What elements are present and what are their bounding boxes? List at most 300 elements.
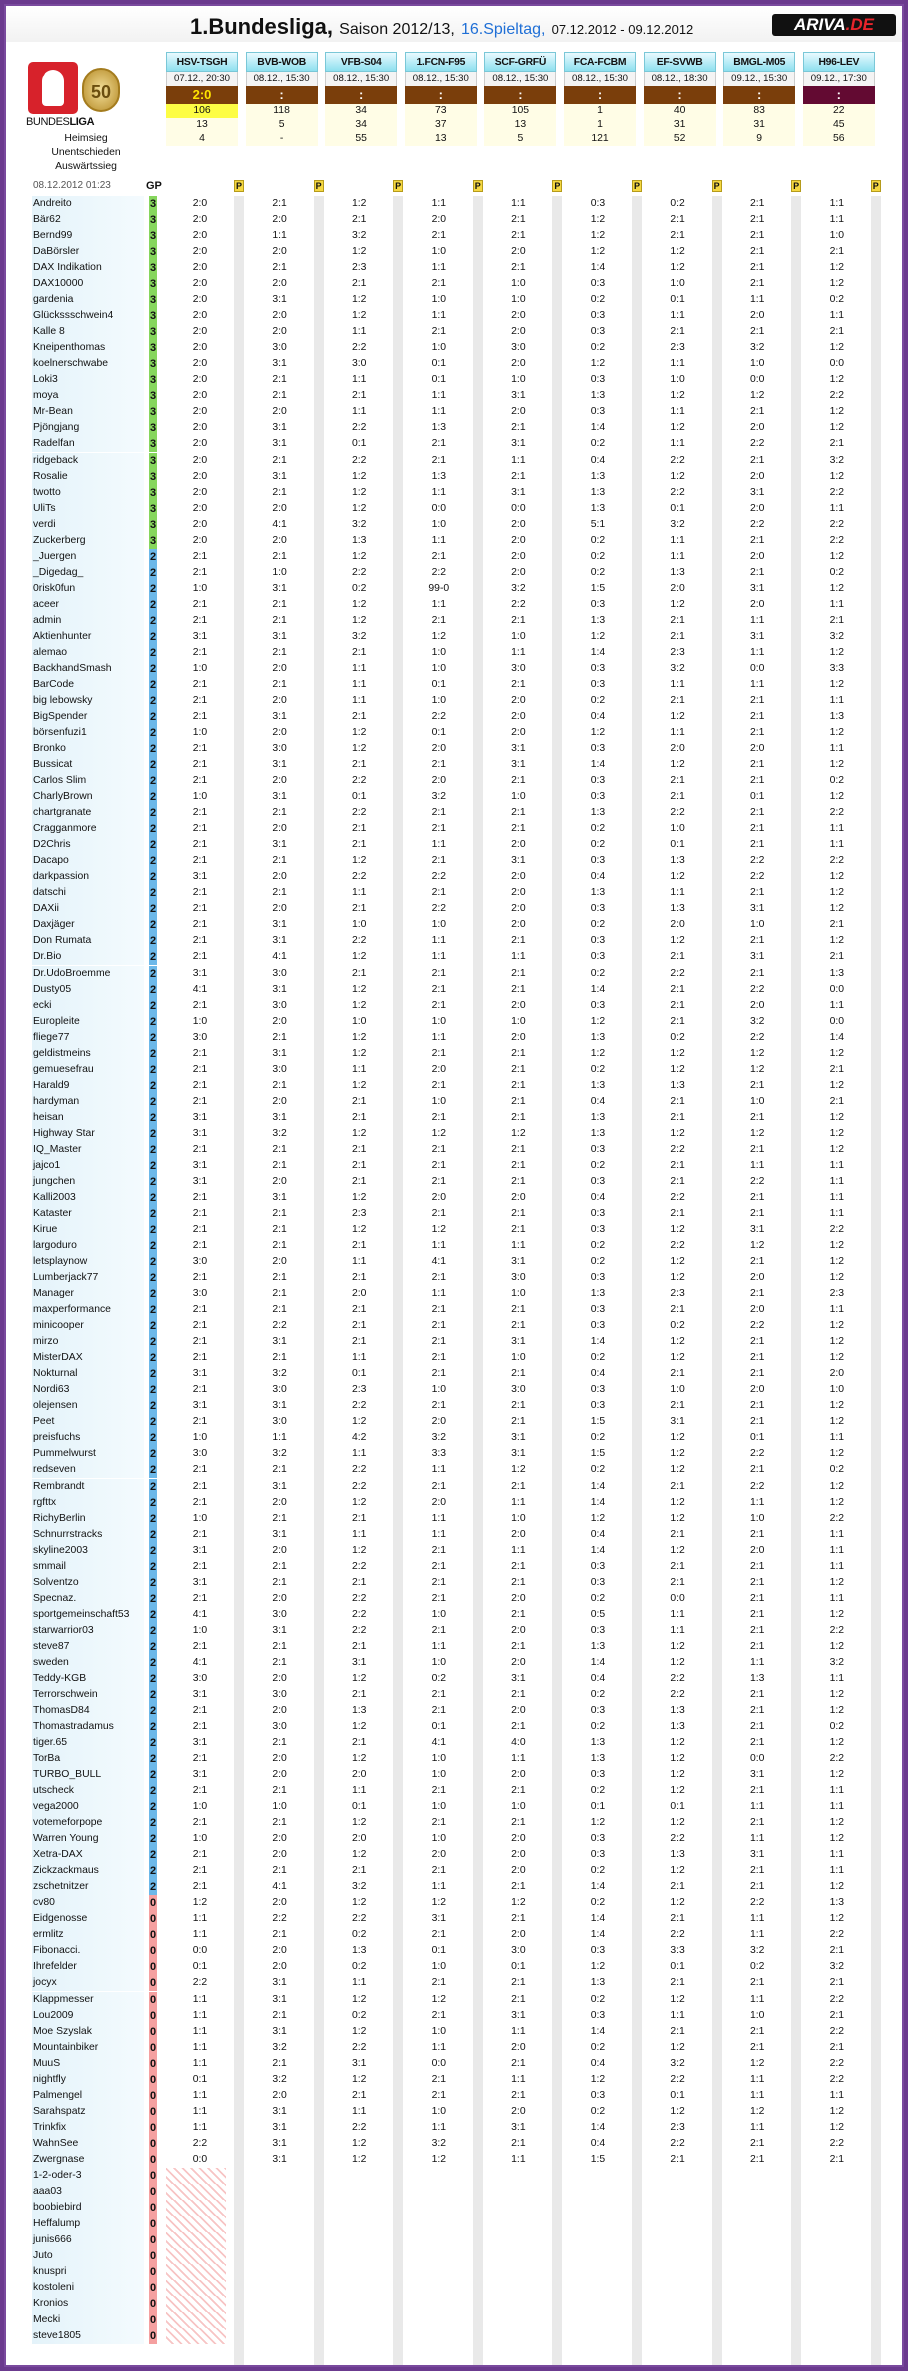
tipper-name[interactable]: Bronko [32, 741, 144, 757]
tipper-name[interactable]: knuspri [32, 2264, 144, 2280]
tip-cell: 1:1 [192, 1913, 208, 1925]
tip-cell: 2:1 [272, 1785, 287, 1797]
match-team-label[interactable]: BVB-WOB [246, 52, 318, 72]
tipper-gp: 0 [149, 2009, 157, 2022]
tipper-name[interactable]: Lou2009 [32, 2008, 144, 2024]
tipper-name[interactable]: kostoleni [32, 2280, 144, 2296]
tip-cell: 1:1 [351, 1528, 367, 1540]
tipper-name[interactable]: TURBO_BULL [32, 1767, 144, 1783]
tip-cell: 0:1 [749, 791, 765, 803]
tipper-name[interactable]: ecki [32, 998, 144, 1014]
tipper-name[interactable]: Klappmesser [32, 1992, 144, 2008]
tipper-name[interactable]: Zuckerberg [32, 533, 144, 549]
tipper-name[interactable]: olejensen [32, 1398, 144, 1414]
tipper-name[interactable]: Zwergnase [32, 2152, 144, 2168]
tipper-name[interactable]: skyline2003 [32, 1543, 144, 1559]
tipper-name[interactable]: gardenia [32, 292, 144, 308]
tipper-row [32, 276, 902, 292]
tip-cell: 1:1 [351, 678, 367, 690]
tip-cell: 1:0 [431, 646, 447, 658]
tipper-name[interactable]: Manager [32, 1286, 144, 1302]
tipper-name[interactable]: koelnerschwabe [32, 356, 144, 372]
tip-cell: 2:1 [670, 1560, 685, 1572]
tip-cell: 3:0 [192, 1288, 208, 1300]
tipper-name[interactable]: Lumberjack77 [32, 1270, 144, 1286]
tip-cell: 2:1 [351, 2089, 367, 2101]
tipper-name[interactable]: vega2000 [32, 1799, 144, 1815]
tip-cell: 0:1 [670, 1961, 685, 1973]
tipper-name[interactable]: letsplaynow [32, 1254, 144, 1270]
tipper-name[interactable]: börsenfuzi1 [32, 725, 144, 741]
tipper-name[interactable]: big lebowsky [32, 693, 144, 709]
tip-cell: 3:1 [272, 422, 287, 434]
tipper-name[interactable]: Juto [32, 2248, 144, 2264]
tipper-row [32, 837, 902, 853]
tipper-name[interactable]: junis666 [32, 2232, 144, 2248]
tip-cell: 2:2 [749, 871, 765, 883]
tip-cell: 1:2 [670, 1352, 685, 1364]
tipper-name[interactable]: Aktienhunter [32, 629, 144, 645]
tip-cell: 2:1 [511, 1400, 526, 1412]
match-team-label[interactable]: 1.FCN-F95 [405, 52, 477, 72]
tip-cell: 2:1 [670, 1977, 685, 1989]
tipper-name[interactable]: Trinkfix [32, 2120, 144, 2136]
tip-cell: 1:1 [192, 2089, 208, 2101]
tipper-list [32, 196, 902, 2344]
match-team-label[interactable]: VFB-S04 [325, 52, 397, 72]
tipper-name[interactable]: BigSpender [32, 709, 144, 725]
tipper-name[interactable]: Harald9 [32, 1078, 144, 1094]
match-team-label[interactable]: FCA-FCBM [564, 52, 636, 72]
tipper-name[interactable]: chartgranate [32, 805, 144, 821]
tip-cell: 1:2 [351, 727, 367, 739]
tipper-name[interactable]: Rembrandt [32, 1479, 144, 1495]
tipper-name[interactable]: starwarrior03 [32, 1623, 144, 1639]
tipper-name[interactable]: MuuS [32, 2056, 144, 2072]
tipper-name[interactable]: moya [32, 388, 144, 404]
tipper-name[interactable]: Mr-Bean [32, 404, 144, 420]
tip-cell: 2:0 [192, 470, 208, 482]
tipper-name[interactable]: TorBa [32, 1751, 144, 1767]
tip-cell: 1:2 [670, 1512, 685, 1524]
tipper-name[interactable]: sweden [32, 1655, 144, 1671]
tipper-name[interactable]: alemao [32, 645, 144, 661]
tip-cell: 2:1 [511, 1688, 526, 1700]
tipper-name[interactable]: Sarahspatz [32, 2104, 144, 2120]
tipper-gp: 2 [149, 598, 157, 611]
tip-cell: 1:0 [431, 1015, 447, 1027]
tipper-name[interactable]: Dr.Bio [32, 949, 144, 965]
tip-cell: 0:0 [749, 662, 765, 674]
tipper-name[interactable]: twotto [32, 485, 144, 501]
tipper-row [32, 2024, 902, 2040]
tip-cell: 2:1 [272, 598, 287, 610]
tipper-name[interactable]: minicooper [32, 1318, 144, 1334]
tip-cell: 0:4 [590, 711, 606, 722]
tipper-name[interactable]: tiger.65 [32, 1735, 144, 1751]
tipper-name[interactable]: boobiebird [32, 2200, 144, 2216]
tipper-name[interactable]: 1-2-oder-3 [32, 2168, 144, 2184]
tip-cell: 2:2 [749, 518, 765, 530]
tipper-row [32, 805, 902, 821]
tip-cell: 0:2 [590, 1464, 606, 1476]
tipper-name[interactable]: Dr.UdoBroemme [32, 966, 144, 982]
tipper-name[interactable]: Bussicat [32, 757, 144, 773]
tip-cell: 1:2 [431, 2153, 447, 2165]
tipper-name[interactable]: Daxjäger [32, 917, 144, 933]
tipper-name[interactable]: Dusty05 [32, 982, 144, 998]
tipper-name[interactable]: Highway Star [32, 1126, 144, 1142]
match-date: 08.12., 15:30 [564, 72, 636, 86]
match-date: 08.12., 15:30 [405, 72, 477, 86]
tipper-row [32, 1206, 902, 1222]
tip-cell: 1:1 [829, 1528, 845, 1540]
tip-cell: 2:1 [749, 2041, 765, 2053]
tip-cell: 1:0 [511, 1015, 526, 1027]
tipper-row [32, 1078, 902, 1094]
tipper-row [32, 1687, 902, 1703]
tip-cell: 0:3 [590, 1320, 606, 1332]
tipper-name[interactable]: BarCode [32, 677, 144, 693]
tipper-name[interactable]: Nokturnal [32, 1366, 144, 1382]
tip-cell: 1:2 [670, 390, 685, 402]
tipper-name[interactable]: jungchen [32, 1174, 144, 1190]
tip-cell: 1:2 [829, 1400, 845, 1412]
tipper-name[interactable]: ermlitz [32, 1927, 144, 1943]
tipper-name[interactable]: IQ_Master [32, 1142, 144, 1158]
tipper-name[interactable]: DAX Indikation [32, 260, 144, 276]
tip-cell: 0:0 [829, 1015, 845, 1027]
tipper-gp: 0 [149, 2121, 157, 2134]
tipper-name[interactable]: Pummelwurst [32, 1446, 144, 1462]
tip-cell: 0:1 [192, 1961, 208, 1973]
tipper-name[interactable]: Kirue [32, 1222, 144, 1238]
tipper-name[interactable]: hardyman [32, 1094, 144, 1110]
tipper-name[interactable]: Carlos Slim [32, 773, 144, 789]
tip-cell: 2:1 [511, 823, 526, 835]
tipper-name[interactable]: Eidgenosse [32, 1911, 144, 1927]
tipper-name[interactable]: Zickzackmaus [32, 1863, 144, 1879]
tipper-row [32, 1414, 902, 1430]
tipper-name[interactable]: Bernd99 [32, 228, 144, 244]
tipper-name[interactable]: DAX10000 [32, 276, 144, 292]
tip-cell: 1:1 [431, 1031, 447, 1043]
tipper-name[interactable]: darkpassion [32, 869, 144, 885]
tip-cell: 1:2 [670, 1897, 685, 1909]
tip-cell: 1:1 [829, 1432, 845, 1444]
tip-cell: 1:2 [351, 951, 367, 963]
tipper-name[interactable]: Xetra-DAX [32, 1847, 144, 1863]
tip-cell: 1:3 [590, 486, 606, 498]
tipper-name[interactable]: Peet [32, 1414, 144, 1430]
tipper-name[interactable]: BackhandSmash [32, 661, 144, 677]
ariva-logo[interactable]: ARIVA.DE [772, 14, 896, 36]
tipper-name[interactable]: Kataster [32, 1206, 144, 1222]
tip-cell: 2:1 [272, 1240, 287, 1252]
tipper-name[interactable]: Solventzo [32, 1575, 144, 1591]
tip-cell: 4:1 [192, 983, 208, 995]
tipper-name[interactable]: votemeforpope [32, 1815, 144, 1831]
tipper-row [32, 292, 902, 308]
tip-cell: 1:2 [351, 614, 367, 626]
tipper-name[interactable]: D2Chris [32, 837, 144, 853]
tipper-name[interactable]: Specnaz. [32, 1591, 144, 1607]
tip-cell: 1:2 [829, 1079, 845, 1091]
tip-cell: 1:0 [749, 1512, 765, 1524]
tip-cell: 0:1 [431, 358, 447, 370]
tip-cell: 2:1 [749, 1608, 765, 1620]
tipper-name[interactable]: Nordi63 [32, 1382, 144, 1398]
tip-cell: 1:1 [749, 2073, 765, 2085]
tip-cell: 2:1 [749, 1207, 765, 1219]
tipper-name[interactable]: Don Rumata [32, 933, 144, 949]
tipper-name[interactable]: Cragganmore [32, 821, 144, 837]
tip-cell: 2:0 [511, 310, 526, 322]
tipper-name[interactable]: admin [32, 613, 144, 629]
tipper-name[interactable]: Kalli2003 [32, 1190, 144, 1206]
tip-cell: 0:3 [590, 1175, 606, 1187]
tip-cell: 2:1 [192, 1207, 208, 1219]
tipper-name[interactable]: Andreito [32, 196, 144, 212]
tip-cell: 1:1 [511, 2153, 526, 2165]
tip-cell: 0:1 [511, 1961, 526, 1973]
tip-cell: 1:0 [431, 1801, 447, 1813]
tip-cell: 2:1 [749, 807, 765, 819]
tip-cell: 0:1 [431, 1720, 447, 1732]
tipper-name[interactable]: Thomastradamus [32, 1719, 144, 1735]
tipper-name[interactable]: Teddy-KGB [32, 1671, 144, 1687]
tipper-name[interactable]: CharlyBrown [32, 789, 144, 805]
tip-cell: 2:1 [192, 550, 208, 562]
tip-cell: 2:0 [192, 342, 208, 354]
tipper-name[interactable]: Fibonacci. [32, 1943, 144, 1959]
tipper-name[interactable]: aceer [32, 597, 144, 613]
tipper-name[interactable]: preisfuchs [32, 1430, 144, 1446]
tip-cell: 3:2 [351, 518, 367, 530]
tip-cell: 1:2 [670, 1656, 685, 1668]
tipper-name[interactable]: jajco1 [32, 1158, 144, 1174]
tipper-name[interactable]: sportgemeinschaft53 [32, 1607, 144, 1623]
tipper-name[interactable]: _Juergen [32, 549, 144, 565]
tip-cell: 3:1 [272, 919, 287, 931]
tip-cell: 2:0 [272, 1945, 287, 1957]
tip-cell: 2:1 [431, 2009, 447, 2021]
tipper-name[interactable]: Bär62 [32, 212, 144, 228]
tipper-gp: 2 [149, 1127, 157, 1140]
tip-cell: 1:0 [351, 1015, 367, 1027]
tipper-gp: 2 [149, 678, 157, 691]
tipper-name[interactable]: WahnSee [32, 2136, 144, 2152]
tip-cell: 1:4 [590, 2025, 606, 2037]
tip-cell: 0:3 [590, 198, 606, 209]
tip-cell: 2:1 [749, 1720, 765, 1732]
tipper-name[interactable]: cv80 [32, 1895, 144, 1911]
match-column-7 [723, 52, 795, 146]
tip-cell: 2:0 [749, 598, 765, 610]
tipper-name[interactable]: Kalle 8 [32, 324, 144, 340]
tip-cell: 2:1 [192, 807, 208, 819]
tip-cell: 2:0 [192, 422, 208, 434]
tip-cell: 2:2 [351, 342, 367, 354]
tipper-name[interactable]: jocyx [32, 1975, 144, 1991]
tip-cell: 1:0 [749, 358, 765, 370]
tipper-name[interactable]: nightfly [32, 2072, 144, 2088]
tip-cell: 1:1 [829, 1865, 845, 1877]
tip-cell: 1:3 [590, 614, 606, 626]
tip-cell: 2:1 [192, 935, 208, 947]
tip-cell: 3:1 [272, 791, 287, 803]
tipper-name[interactable]: Ihrefelder [32, 1959, 144, 1975]
tip-cell: 3:1 [511, 390, 526, 402]
tipper-name[interactable]: 0risk0fun [32, 581, 144, 597]
tip-cell: 2:1 [749, 454, 765, 466]
tipper-gp: 3 [149, 470, 157, 483]
tipper-name[interactable]: Europleite [32, 1014, 144, 1030]
match-team-label[interactable]: EF-SVWB [644, 52, 716, 72]
tipper-name[interactable]: ridgeback [32, 453, 144, 469]
tipper-name[interactable]: Dacapo [32, 853, 144, 869]
tip-cell: 1:2 [670, 1769, 685, 1781]
tip-cell: 2:0 [511, 871, 526, 883]
tip-cell: 1:2 [829, 470, 845, 482]
tipper-name[interactable]: redseven [32, 1462, 144, 1478]
tipper-row [32, 1847, 902, 1863]
tipper-name[interactable]: ThomasD84 [32, 1703, 144, 1719]
tipper-name[interactable]: Palmengel [32, 2088, 144, 2104]
tip-cell: 1:0 [431, 919, 447, 931]
tipper-name[interactable]: Mountainbiker [32, 2040, 144, 2056]
tip-cell: 3:2 [272, 2041, 287, 2053]
tip-cell: 1:0 [431, 1095, 447, 1107]
tip-cell: 1:3 [670, 1849, 685, 1861]
tip-cell: 1:2 [351, 1897, 367, 1909]
tip-cell: 1:2 [351, 2153, 367, 2165]
draw-count: 13 [484, 118, 556, 132]
tipper-name[interactable]: steve87 [32, 1639, 144, 1655]
tipper-name[interactable]: mirzo [32, 1334, 144, 1350]
tipper-name[interactable]: Kronios [32, 2296, 144, 2312]
tipper-name[interactable]: Pjöngjang [32, 420, 144, 436]
match-date: 09.12., 15:30 [723, 72, 795, 86]
tipper-row [32, 2248, 902, 2264]
tip-cell: 3:1 [511, 2121, 526, 2133]
tipper-name[interactable]: datschi [32, 885, 144, 901]
tipper-name[interactable]: geldistmeins [32, 1046, 144, 1062]
tip-cell: 3:1 [511, 2009, 526, 2021]
tipper-name[interactable]: Schnurrstracks [32, 1527, 144, 1543]
match-team-label[interactable]: HSV-TSGH [166, 52, 238, 72]
tip-cell: 2:1 [670, 326, 685, 338]
tip-cell: 2:2 [829, 518, 845, 530]
tip-cell: 2:1 [749, 214, 765, 226]
tipper-name[interactable]: steve1805 [32, 2328, 144, 2344]
tip-cell: 1:2 [829, 1640, 845, 1652]
tipper-row [32, 1318, 902, 1334]
tip-cell: 2:2 [351, 1592, 367, 1604]
tipper-name[interactable]: MisterDAX [32, 1350, 144, 1366]
tip-cell: 1:2 [670, 1753, 685, 1765]
tip-cell: 2:0 [192, 486, 208, 498]
tipper-name[interactable]: gemuesefrau [32, 1062, 144, 1078]
tip-cell: 1:1 [192, 2105, 208, 2117]
tip-cell: 1:3 [749, 1672, 765, 1684]
tip-cell: 1:2 [829, 1047, 845, 1059]
tip-cell: 2:1 [670, 630, 685, 642]
tipper-name[interactable]: zschetnitzer [32, 1879, 144, 1895]
tipper-name[interactable]: smmail [32, 1559, 144, 1575]
tipper-name[interactable]: UliTs [32, 501, 144, 517]
tipper-row [32, 1943, 902, 1959]
tip-cell: 1:2 [829, 727, 845, 739]
tip-cell: 2:0 [511, 550, 526, 562]
tip-cell: 2:1 [749, 1416, 765, 1428]
tipper-name[interactable]: maxperformance [32, 1302, 144, 1318]
tipper-name[interactable]: rgfttx [32, 1495, 144, 1511]
tipper-name[interactable]: Radelfan [32, 436, 144, 452]
tipper-name[interactable]: DAXii [32, 901, 144, 917]
tip-cell: 2:0 [272, 1592, 287, 1604]
tip-cell: 1:2 [829, 1688, 845, 1700]
match-team-label[interactable]: BMGL-M05 [723, 52, 795, 72]
tip-cell: 1:4 [590, 1496, 606, 1508]
tipper-row [32, 1190, 902, 1206]
tipper-name[interactable]: Warren Young [32, 1831, 144, 1847]
tip-cell: 2:1 [511, 1817, 526, 1829]
tip-cell: 3:1 [192, 1111, 208, 1123]
tip-cell: 0:0 [431, 502, 447, 514]
tipper-name[interactable]: Kneipenthomas [32, 340, 144, 356]
tipper-name[interactable]: _Digedag_ [32, 565, 144, 581]
tipper-name[interactable]: aaa03 [32, 2184, 144, 2200]
tipper-name[interactable]: heisan [32, 1110, 144, 1126]
tipper-name[interactable]: utscheck [32, 1783, 144, 1799]
tipper-name[interactable]: verdi [32, 517, 144, 533]
tipper-name[interactable]: Rosalie [32, 469, 144, 485]
tipper-row [32, 885, 902, 901]
tipper-name[interactable]: DaBörsler [32, 244, 144, 260]
match-team-label[interactable]: H96-LEV [803, 52, 875, 72]
tipper-row [32, 1671, 902, 1687]
tipper-row [32, 821, 902, 837]
tipper-row [32, 2280, 902, 2296]
match-team-label[interactable]: SCF-GRFÜ [484, 52, 556, 72]
tipper-name[interactable]: largoduro [32, 1238, 144, 1254]
match-column-8 [803, 52, 875, 146]
tipper-name[interactable]: fliege77 [32, 1030, 144, 1046]
away-win-count: 5 [484, 132, 556, 146]
bundesliga-logo-icon [28, 62, 78, 114]
tipper-name[interactable]: Mecki [32, 2312, 144, 2328]
tipper-name[interactable]: Terrorschwein [32, 1687, 144, 1703]
tipper-row [32, 725, 902, 741]
tipper-name[interactable]: Glückssschwein4 [32, 308, 144, 324]
tipper-gp: 2 [149, 694, 157, 707]
matchday-link[interactable]: 16.Spieltag, [460, 21, 546, 38]
tip-cell: 1:2 [590, 246, 606, 258]
tip-cell: 3:0 [272, 1608, 287, 1620]
tip-cell: 2:2 [670, 967, 685, 979]
tip-cell: 3:1 [272, 294, 287, 306]
tip-cell: 1:2 [749, 390, 765, 402]
tip-cell: 2:1 [511, 1720, 526, 1732]
tipper-name[interactable]: Loki3 [32, 372, 144, 388]
tip-cell: 0:3 [590, 775, 606, 787]
tipper-name[interactable]: Heffalump [32, 2216, 144, 2232]
tipper-name[interactable]: Moe Szyslak [32, 2024, 144, 2040]
tipper-name[interactable]: RichyBerlin [32, 1511, 144, 1527]
points-column-bg [632, 196, 642, 2367]
tipper-row [32, 1014, 902, 1030]
